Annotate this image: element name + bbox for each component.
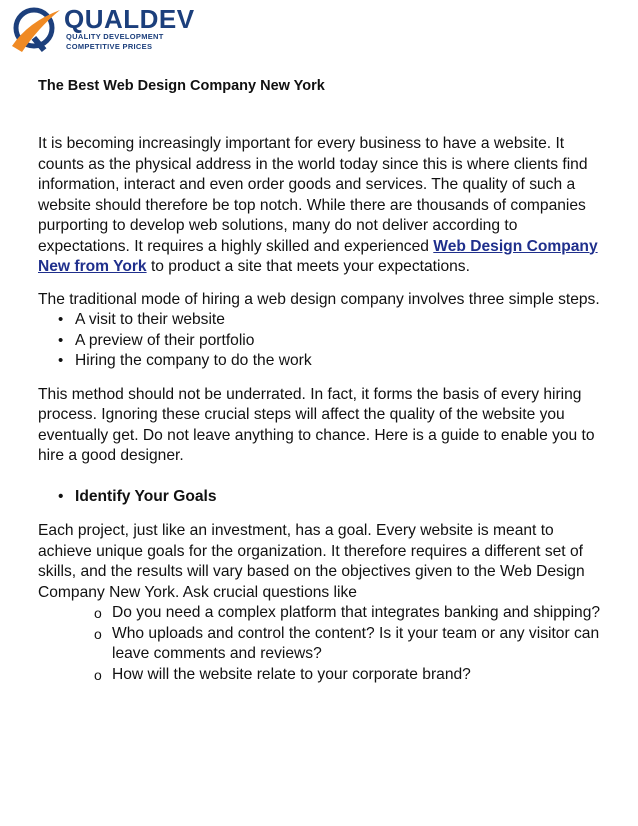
web-design-company-link[interactable]: Web Design Company New from York (38, 237, 598, 275)
bullet-icon: • (58, 331, 64, 349)
circle-bullet-icon: o (94, 625, 102, 642)
circle-bullet-icon: o (94, 605, 102, 621)
bullet-icon: • (58, 487, 64, 505)
document-title: The Best Web Design Company New York (38, 78, 325, 94)
steps-list (38, 310, 602, 372)
paragraph-intro (38, 134, 602, 278)
qualdev-logo (8, 2, 195, 62)
paragraph-intro-text-end: to product a site that meets your expectations. (146, 258, 470, 275)
list-item (38, 331, 602, 352)
section-heading-text: Identify Your Goals (75, 487, 217, 505)
paragraph-method: This method should not be underrated. In fact, it forms the basis of every hiring process. Ignoring these crucial steps will affect the quality of the website you eventually get. Do not leave anything to chance. Here is a guide to enable you to hire a good designer. (38, 385, 595, 464)
list-item (38, 603, 602, 624)
circle-bullet-icon: o (94, 666, 102, 683)
logo-tagline-line-1: QUALITY DEVELOPMENT (66, 32, 164, 41)
list-item (38, 665, 602, 686)
list-item (38, 351, 602, 372)
question-text: How will the website relate to your corporate brand? (112, 665, 471, 683)
logo-tagline-line-2: COMPETITIVE PRICES (66, 41, 153, 51)
logo-tagline (66, 32, 164, 51)
question-text: Do you need a complex platform that integrates banking and shipping? (112, 604, 601, 621)
logo-name: QUALDEV (64, 4, 195, 34)
paragraph-intro-text: It is becoming increasingly important for every business to have a website. It counts as the physical address in the world today since this is where clients find information, interact and even order goods and services. The quality of such a website should therefore be top notch. While there are thousands of companies purporting to develop web solutions, many do not deliver according to expectations. It requires a highly skilled and experienced (38, 135, 588, 255)
paragraph-goals: Each project, just like an investment, has a goal. Every website is meant to achieve unique goals for the organization. It therefore requires a different set of skills, and the results will vary based on the objectives given to the Web Design Company New York. Ask crucial questions like (38, 522, 585, 601)
questions-list (38, 603, 602, 685)
bullet-icon: • (58, 311, 64, 328)
list-item (38, 310, 602, 331)
section-heading (38, 487, 602, 508)
document-body (38, 76, 602, 685)
paragraph-hiring-mode: The traditional mode of hiring a web design company involves three simple steps. (38, 290, 600, 308)
bullet-icon: • (58, 352, 64, 369)
step-text: Hiring the company to do the work (75, 352, 312, 369)
step-text: A preview of their portfolio (75, 331, 255, 349)
step-text: A visit to their website (75, 311, 225, 328)
logo-mark-icon (8, 2, 64, 58)
question-text: Who uploads and control the content? Is it your team or any visitor can leave comments and reviews? (112, 624, 600, 662)
list-item (38, 624, 602, 665)
